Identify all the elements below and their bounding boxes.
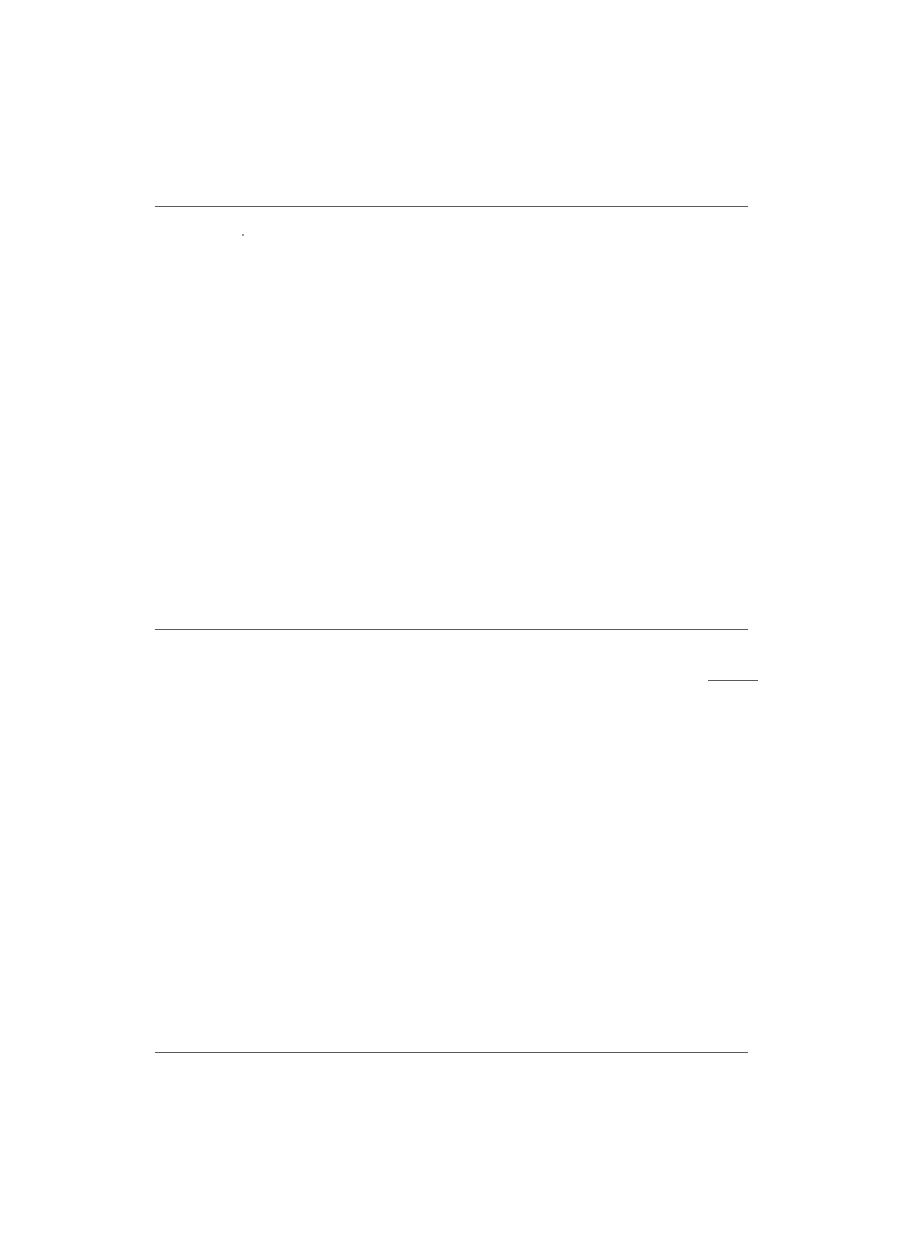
top-rule [155, 206, 748, 207]
middle-rule [155, 629, 748, 630]
footnote-rule [708, 680, 758, 681]
bottom-rule [155, 1052, 748, 1053]
stray-mark [242, 234, 244, 236]
